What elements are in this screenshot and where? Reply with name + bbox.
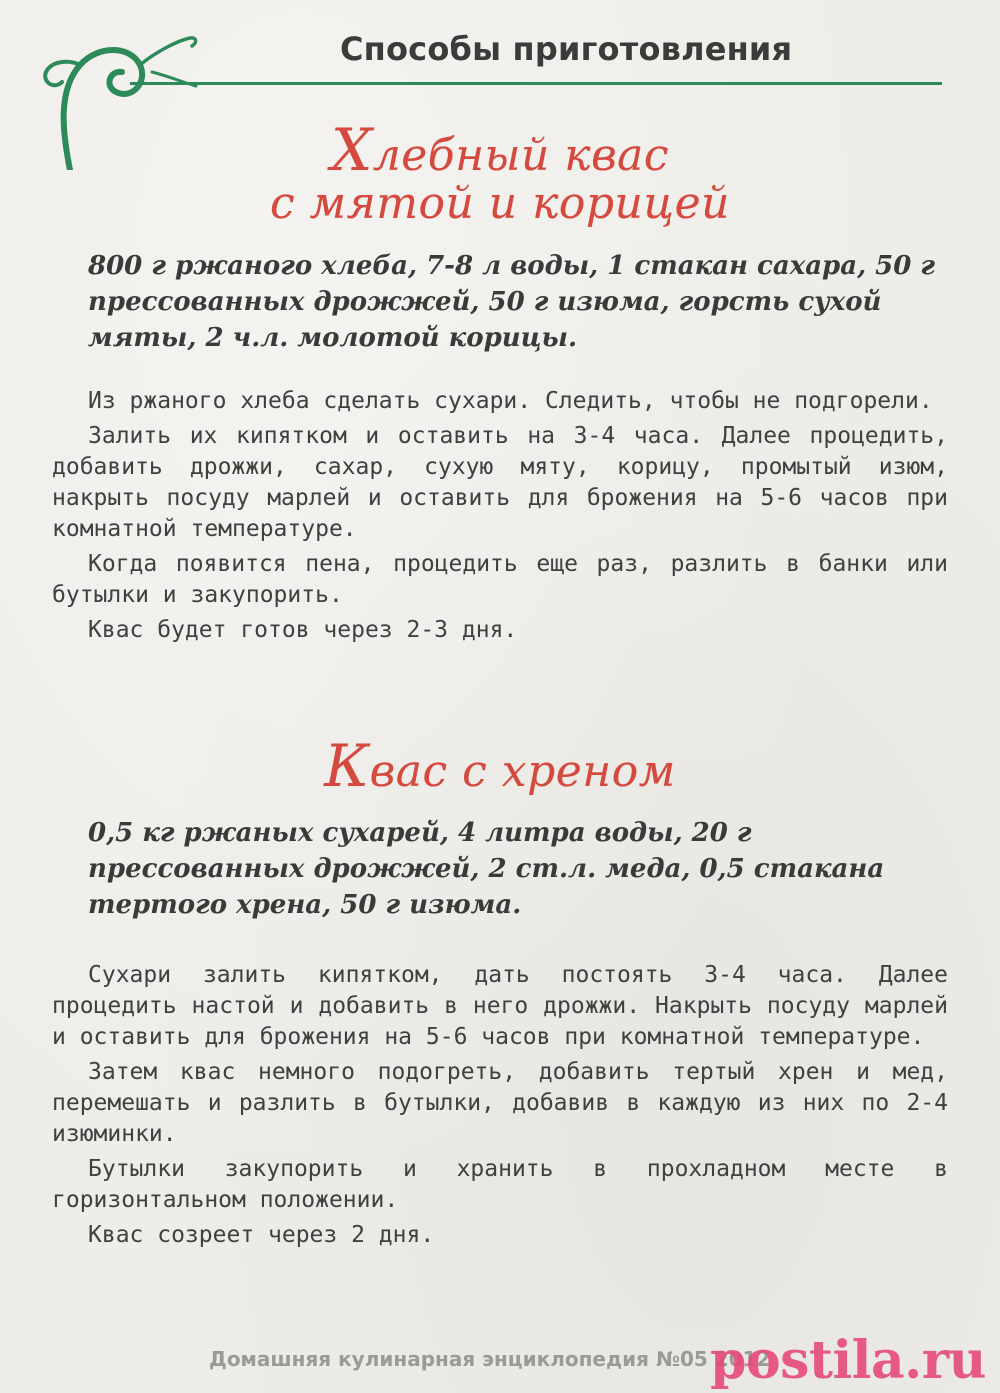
recipe-1-step-2: Залить их кипятком и оставить на 3-4 часа. Далее процедить, добавить дрожжи, сахар, сухую мяту, корицу, промытый изюм, накрыть посуду марлей и оставить для брожения на 5-6 часов при комнатной температуре. xyxy=(52,423,948,542)
recipe-1-step-1: Из ржаного хлеба сделать сухари. Следить, чтобы не подгорели. xyxy=(88,388,933,414)
header-divider xyxy=(130,82,942,85)
recipe-2-step-3: Бутылки закупорить и хранить в прохладном месте в горизонтальном положении. xyxy=(52,1156,948,1213)
recipe-1-ingredients: 800 г ржаного хлеба, 7-8 л воды, 1 стакан сахара, 50 г прессованных дрожжей, 50 г изюма, горсть сухой мяты, 2 ч.л. молотой корицы. xyxy=(88,251,936,353)
recipe-1-title-line-2: с мятой и корицей xyxy=(270,178,730,229)
recipe-1-title-line-1 xyxy=(0,116,1000,184)
recipe-2-title-cap: К xyxy=(324,732,370,800)
recipe-2-ingredients: 0,5 кг ржаных сухарей, 4 литра воды, 20 г прессованных дрожжей, 2 ст.л. меда, 0,5 стакана тертого хрена, 50 г изюма. xyxy=(88,818,885,920)
postila-watermark: postila.ru xyxy=(710,1330,986,1391)
recipe-2-steps xyxy=(52,960,948,1255)
recipe-2-step-2: Затем квас немного подогреть, добавить тертый хрен и мед, перемешать и разлить в бутылки, добавив в каждую из них по 2-4 изюминки. xyxy=(52,1059,948,1147)
recipe-1-step-4: Квас будет готов через 2-3 дня. xyxy=(88,617,518,643)
recipe-2-title-rest: вас с хреном xyxy=(369,746,676,797)
recipe-2-step-1: Сухари залить кипятком, дать постоять 3-4 часа. Далее процедить настой и добавить в него дрожжи. Накрыть посуду марлей и оставить для брожения на 5-6 часов при комнатной температуре. xyxy=(52,962,948,1050)
recipe-1-title-cap: Х xyxy=(330,116,373,184)
recipe-1-title-rest: лебный квас xyxy=(372,130,670,181)
recipe-1-steps xyxy=(52,386,948,650)
source-caption: Домашняя кулинарная энциклопедия №05 2012 xyxy=(209,1347,771,1371)
recipe-1-step-3: Когда появится пена, процедить еще раз, разлить в банки или бутылки и закупорить. xyxy=(52,551,948,608)
recipe-2-step-4: Квас созреет через 2 дня. xyxy=(88,1222,435,1248)
recipe-2-title xyxy=(0,732,1000,800)
section-title: Способы приготовления xyxy=(340,30,793,68)
